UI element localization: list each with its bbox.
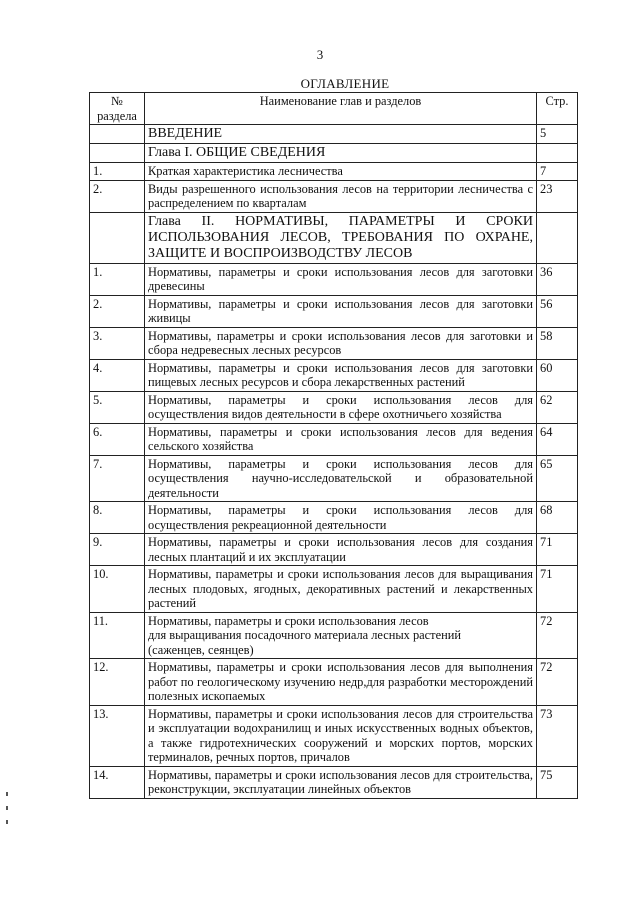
toc-row-page: 72 — [537, 659, 578, 706]
toc-row-title: Нормативы, параметры и сроки использования лесов для осуществления научно-исследовательской и образовательной деятельности — [145, 455, 537, 502]
toc-row — [90, 359, 578, 391]
page-number: 3 — [316, 47, 324, 62]
toc-row-page: 71 — [537, 566, 578, 613]
toc-row-title: Нормативы, параметры и сроки использования лесов для заготовки живицы — [145, 295, 537, 327]
toc-row-number: 9. — [90, 534, 145, 566]
toc-row-number: 11. — [90, 612, 145, 659]
toc-row-title: Нормативы, параметры и сроки использования лесов для заготовки древесины — [145, 263, 537, 295]
toc-row-title: Нормативы, параметры и сроки использования лесов для выполнения работ по геологическому изучению недр,для разработки месторождений полезных ископаемых — [145, 659, 537, 706]
toc-row-title: Нормативы, параметры и сроки использования лесов для строительства и эксплуатации водохранилищ и иных искусственных водных объектов, а также гидротехнических сооружений и морских портов, морских терминалов, речных портов, причалов — [145, 705, 537, 766]
toc-row — [90, 180, 578, 212]
margin-marks — [6, 792, 9, 852]
toc-row-number: 6. — [90, 423, 145, 455]
toc-row-page: 68 — [537, 502, 578, 534]
toc-row-number: 8. — [90, 502, 145, 534]
toc-row-title: ВВЕДЕНИЕ — [145, 125, 537, 144]
toc-table — [89, 92, 578, 799]
toc-row — [90, 263, 578, 295]
toc-row-number: 3. — [90, 327, 145, 359]
toc-row-title: Краткая характеристика лесничества — [145, 163, 537, 181]
toc-row-number: 12. — [90, 659, 145, 706]
header-page: Стр. — [537, 93, 578, 125]
toc-row — [90, 295, 578, 327]
header-name: Наименование глав и разделов — [145, 93, 537, 125]
toc-row-title: Нормативы, параметры и сроки использования лесов для заготовки пищевых лесных ресурсов и сбора лекарственных растений — [145, 359, 537, 391]
toc-row-page: 7 — [537, 163, 578, 181]
toc-row-page: 23 — [537, 180, 578, 212]
toc-row — [90, 423, 578, 455]
toc-row-title: Глава II. НОРМАТИВЫ, ПАРАМЕТРЫ И СРОКИ ИСПОЛЬЗОВАНИЯ ЛЕСОВ, ТРЕБОВАНИЯ ПО ОХРАНЕ, ЗАЩИТЕ И ВОСПРОИЗВОДСТВУ ЛЕСОВ — [145, 212, 537, 263]
toc-row-number: 4. — [90, 359, 145, 391]
toc-row-page: 71 — [537, 534, 578, 566]
toc-row-number: 2. — [90, 295, 145, 327]
toc-row-number: 10. — [90, 566, 145, 613]
toc-row — [90, 766, 578, 798]
toc-row — [90, 212, 578, 263]
toc-row — [90, 163, 578, 181]
toc-row-title: Нормативы, параметры и сроки использования лесов для осуществления видов деятельности в сфере охотничьего хозяйства — [145, 391, 537, 423]
toc-row-title: Глава I. ОБЩИЕ СВЕДЕНИЯ — [145, 144, 537, 163]
toc-row-number — [90, 212, 145, 263]
toc-row-number: 2. — [90, 180, 145, 212]
toc-row-page: 73 — [537, 705, 578, 766]
toc-row-number: 1. — [90, 263, 145, 295]
toc-title: ОГЛАВЛЕНИЕ — [300, 76, 390, 91]
toc-row — [90, 144, 578, 163]
toc-row-page: 72 — [537, 612, 578, 659]
toc-row — [90, 327, 578, 359]
toc-row-page: 75 — [537, 766, 578, 798]
toc-row-number: 7. — [90, 455, 145, 502]
toc-row-number: 1. — [90, 163, 145, 181]
toc-row-title: Нормативы, параметры и сроки использования лесов для создания лесных плантаций и их эксплуатации — [145, 534, 537, 566]
toc-header-row — [90, 93, 578, 125]
toc-row-page: 36 — [537, 263, 578, 295]
toc-row — [90, 534, 578, 566]
header-num: № раздела — [90, 93, 145, 125]
toc-row-number — [90, 144, 145, 163]
toc-row-page: 64 — [537, 423, 578, 455]
toc-row-page: 58 — [537, 327, 578, 359]
toc-row-page: 5 — [537, 125, 578, 144]
toc-row-title: Нормативы, параметры и сроки использования лесов для выращивания лесных плодовых, ягодных, декоративных растений и лекарственных растений — [145, 566, 537, 613]
toc-row-page: 56 — [537, 295, 578, 327]
toc-row-number: 13. — [90, 705, 145, 766]
toc-row — [90, 455, 578, 502]
toc-row-page — [537, 212, 578, 263]
toc-row — [90, 566, 578, 613]
toc-row — [90, 659, 578, 706]
toc-row-title: Нормативы, параметры и сроки использования лесов для заготовки и сбора недревесных лесных ресурсов — [145, 327, 537, 359]
toc-row-title: Нормативы, параметры и сроки использования лесов для осуществления рекреационной деятельности — [145, 502, 537, 534]
toc-row — [90, 125, 578, 144]
toc-row — [90, 502, 578, 534]
toc-row-title: Нормативы, параметры и сроки использования лесов для выращивания посадочного материала лесных растений (саженцев, сеянцев) — [145, 612, 537, 659]
toc-row-number: 5. — [90, 391, 145, 423]
toc-row-number: 14. — [90, 766, 145, 798]
toc-row — [90, 391, 578, 423]
toc-row-title: Нормативы, параметры и сроки использования лесов для строительства, реконструкции, эксплуатации линейных объектов — [145, 766, 537, 798]
toc-row-page: 65 — [537, 455, 578, 502]
toc-row-page: 60 — [537, 359, 578, 391]
toc-row-number — [90, 125, 145, 144]
toc-row-title: Нормативы, параметры и сроки использования лесов для ведения сельского хозяйства — [145, 423, 537, 455]
toc-row-title: Виды разрешенного использования лесов на территории лесничества с распределением по кварталам — [145, 180, 537, 212]
toc-row-page: 62 — [537, 391, 578, 423]
toc-row — [90, 705, 578, 766]
toc-row-page — [537, 144, 578, 163]
toc-row — [90, 612, 578, 659]
